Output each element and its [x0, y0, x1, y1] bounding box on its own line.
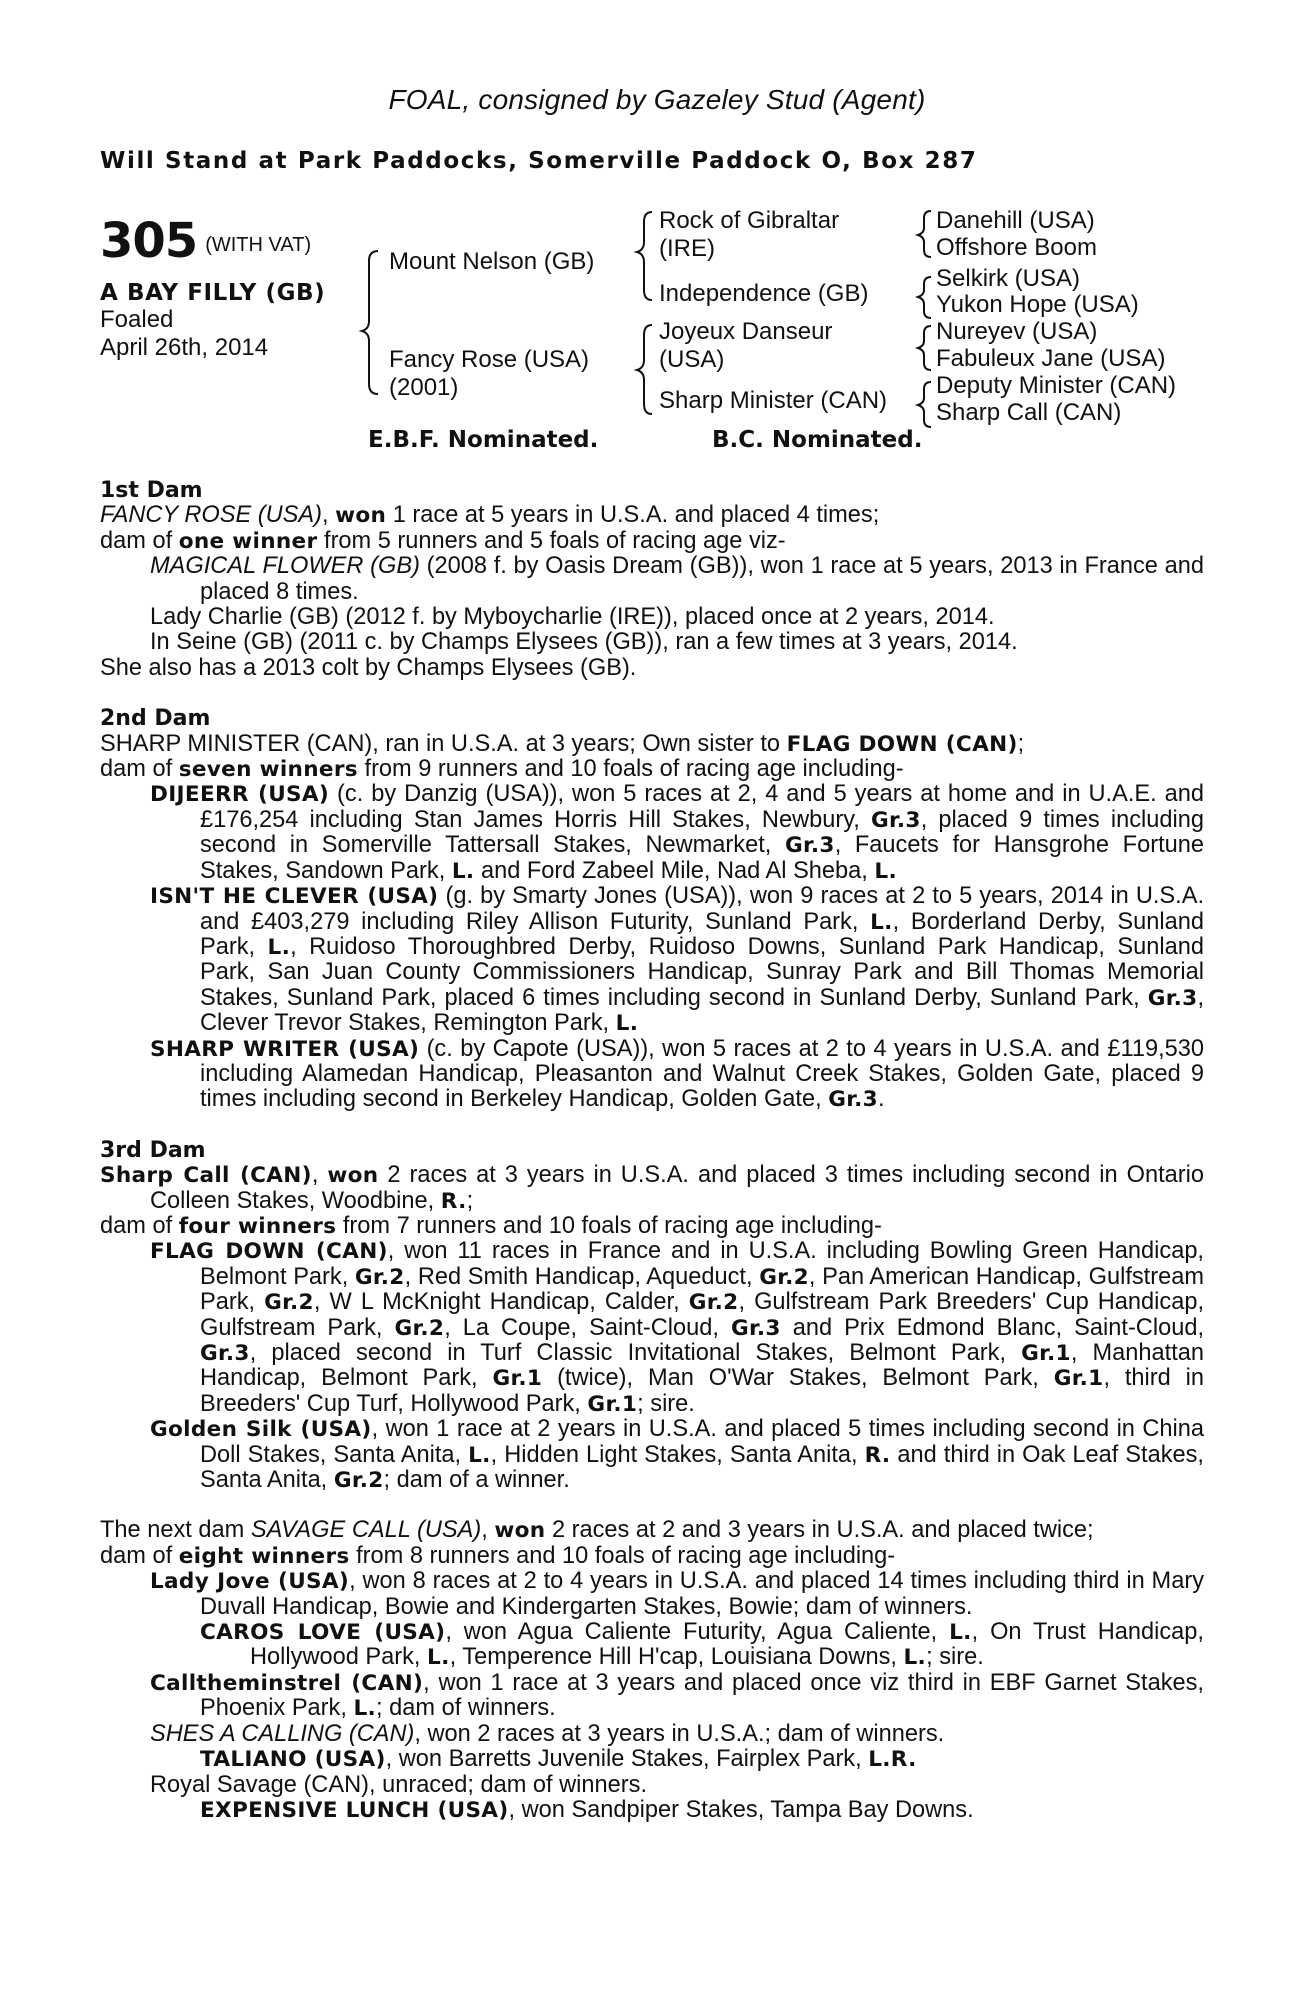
pedigree-dam-year: (2001) [389, 374, 459, 401]
progeny-entry: In Seine (GB) (2011 c. by Champs Elysees (GB)), ran a few times at 3 years, 2014. [150, 629, 1018, 656]
pedigree-dam-sire-name: Joyeux Danseur [659, 318, 833, 345]
progeny-entry: FLAG DOWN (CAN), won 11 races in France and in U.S.A. including Bowling Green Handicap, Belmont Park, Gr.2, Red Smith Handicap, Aqueduct, Gr.2, Pan American Handicap, Gulfstream Park, Gr.2, W L McKnight Handicap, Calder, Gr.2, Gulfstream Park Breeders' Cup Handicap, Gulfstream Park, Gr.2, La Coupe, Saint-Cloud, Gr.3 and Prix Edmond Blanc, Saint-Cloud, Gr.3, placed second in Turf Classic Invitational Stakes, Belmont Park, Gr.1, Manhattan Handicap, Belmont Park, Gr.1 (twice), Man O'War Stakes, Belmont Park, Gr.1, third in Breeders' Cup Turf, Hollywood Park, Gr.1; sire. [150, 1238, 1205, 1417]
pedigree-dam [389, 346, 589, 402]
progeny-entry: EXPENSIVE LUNCH (USA), won Sandpiper Stakes, Tampa Bay Downs. [200, 1796, 974, 1823]
first-dam-section [100, 478, 1204, 681]
dam-record: The next dam SAVAGE CALL (USA), won 2 races at 2 and 3 years in U.S.A. and placed twice; [100, 1517, 1094, 1544]
third-dam-section [100, 1138, 1204, 1494]
bc-nominated: B.C. Nominated. [712, 427, 923, 453]
pedigree-sire-dam: Independence (GB) [659, 280, 869, 307]
progeny-entry: Calltheminstrel (CAN), won 1 race at 3 years and placed once viz third in EBF Garnet Stakes, Phoenix Park, L.; dam of winners. [150, 1669, 1204, 1722]
progeny-note: She also has a 2013 colt by Champs Elysees (GB). [100, 654, 637, 681]
progeny-entry: CAROS LOVE (USA), won Agua Caliente Futurity, Agua Caliente, L., On Trust Handicap, Hollywood Park, L., Temperence Hill H'cap, Louisiana Downs, L.; sire. [200, 1619, 1204, 1671]
pedigree-sire: Mount Nelson (GB) [389, 248, 595, 275]
foaled-label: Foaled [100, 306, 174, 333]
pedigree-dam-sire-origin: (USA) [659, 346, 725, 373]
stand-location: Will Stand at Park Paddocks, Somerville Paddock O, Box 287 [100, 148, 978, 174]
lot-number: 305 [100, 213, 198, 269]
dam-of-summary: dam of four winners from 7 runners and 10 foals of racing age including- [100, 1212, 882, 1239]
next-dam-section [100, 1518, 1204, 1823]
pedigree-dam-dam: Sharp Minister (CAN) [659, 387, 888, 414]
dam-record: FANCY ROSE (USA), won 1 race at 5 years in U.S.A. and placed 4 times; [100, 502, 880, 529]
pedigree-gg-7: Deputy Minister (CAN) [936, 372, 1177, 399]
consignor-line: FOAL, consigned by Gazeley Stud (Agent) [388, 84, 926, 115]
dam-of-summary: dam of eight winners from 8 runners and 10 foals of racing age including- [100, 1542, 896, 1569]
dam-of-summary: dam of seven winners from 9 runners and 10 foals of racing age including- [100, 756, 904, 783]
progeny-entry: SHARP WRITER (USA) (c. by Capote (USA)), won 5 races at 2 to 4 years in U.S.A. and £119,530 including Alamedan Handicap, Pleasanton and Walnut Creek Stakes, Golden Gate, placed 9 times including second in Berkeley Handicap, Golden Gate, Gr.3. [150, 1035, 1204, 1113]
section-heading: 2nd Dam [100, 706, 211, 732]
progeny-entry: DIJEERR (USA) (c. by Danzig (USA)), won 5 races at 2, 4 and 5 years at home and in U.A.E. and £176,254 including Stan James Horris Hill Stakes, Newbury, Gr.3, placed 9 times including second in Somerville Tattersall Stakes, Newmarket, Gr.3, Faucets for Hansgrohe Fortune Stakes, Sandown Park, L. and Ford Zabeel Mile, Nad Al Sheba, L. [150, 781, 1204, 884]
pedigree-gg-2: Offshore Boom [936, 234, 1097, 261]
pedigree-dam-sire [659, 318, 832, 374]
ebf-nominated: E.B.F. Nominated. [368, 427, 599, 453]
pedigree-sire-sire-origin: (IRE) [659, 235, 715, 262]
section-heading: 3rd Dam [100, 1137, 206, 1163]
progeny-entry: SHES A CALLING (CAN), won 2 races at 3 years in U.S.A.; dam of winners. [150, 1720, 945, 1747]
progeny-entry: ISN'T HE CLEVER (USA) (g. by Smarty Jones (USA)), won 9 races at 2 to 5 years, 2014 in U.S.A. and £403,279 including Riley Allison Futurity, Sunland Park, L., Borderland Derby, Sunland Park, L., Ruidoso Thoroughbred Derby, Ruidoso Downs, Sunland Park Handicap, Sunland Park, San Juan County Commissioners Handicap, Sunray Park and Bill Thomas Memorial Stakes, Sunland Park, placed 6 times including second in Sunland Derby, Sunland Park, Gr.3, Clever Trevor Stakes, Remington Park, L. [150, 883, 1204, 1037]
pedigree-sire-sire [659, 207, 839, 263]
progeny-entry: Lady Jove (USA), won 8 races at 2 to 4 years in U.S.A. and placed 14 times including third in Mary Duvall Handicap, Bowie and Kindergarten Stakes, Bowie; dam of winners. [150, 1568, 1204, 1620]
progeny-entry: Golden Silk (USA), won 1 race at 2 years in U.S.A. and placed 5 times including second in China Doll Stakes, Santa Anita, L., Hidden Light Stakes, Santa Anita, R. and third in Oak Leaf Stakes, Santa Anita, Gr.2; dam of a winner. [150, 1416, 1205, 1494]
pedigree-gg-3: Selkirk (USA) [936, 265, 1081, 292]
dam-of-summary: dam of one winner from 5 runners and 5 foals of racing age viz- [100, 527, 786, 554]
dam-line-body [100, 478, 1204, 1848]
dam-record: Sharp Call (CAN), won 2 races at 3 years in U.S.A. and placed 3 times including second in Ontario Colleen Stakes, Woodbine, R.; [100, 1162, 1204, 1214]
pedigree-dam-name: Fancy Rose (USA) [389, 346, 590, 373]
progeny-entry: TALIANO (USA), won Barretts Juvenile Stakes, Fairplex Park, L.R. [200, 1746, 917, 1773]
progeny-entry: MAGICAL FLOWER (GB) (2008 f. by Oasis Dream (GB)), won 1 race at 5 years, 2013 in France and placed 8 times. [150, 553, 1204, 605]
second-dam-section [100, 706, 1204, 1113]
vat-note: (WITH VAT) [205, 234, 312, 256]
pedigree-gg-4: Yukon Hope (USA) [936, 291, 1139, 318]
foaled-date: April 26th, 2014 [100, 334, 269, 361]
section-heading: 1st Dam [100, 478, 203, 503]
progeny-entry: Royal Savage (CAN), unraced; dam of winners. [150, 1771, 648, 1798]
pedigree-gg-1: Danehill (USA) [936, 207, 1095, 234]
pedigree-gg-6: Fabuleux Jane (USA) [936, 345, 1166, 372]
pedigree-sire-sire-name: Rock of Gibraltar [659, 207, 840, 234]
pedigree-gg-8: Sharp Call (CAN) [936, 399, 1122, 426]
pedigree-gg-5: Nureyev (USA) [936, 318, 1098, 345]
dam-record: SHARP MINISTER (CAN), ran in U.S.A. at 3 years; Own sister to FLAG DOWN (CAN); [100, 730, 1025, 757]
progeny-entry: Lady Charlie (GB) (2012 f. by Myboycharlie (IRE)), placed once at 2 years, 2014. [150, 604, 995, 631]
lot-title: A BAY FILLY (GB) [100, 280, 326, 306]
